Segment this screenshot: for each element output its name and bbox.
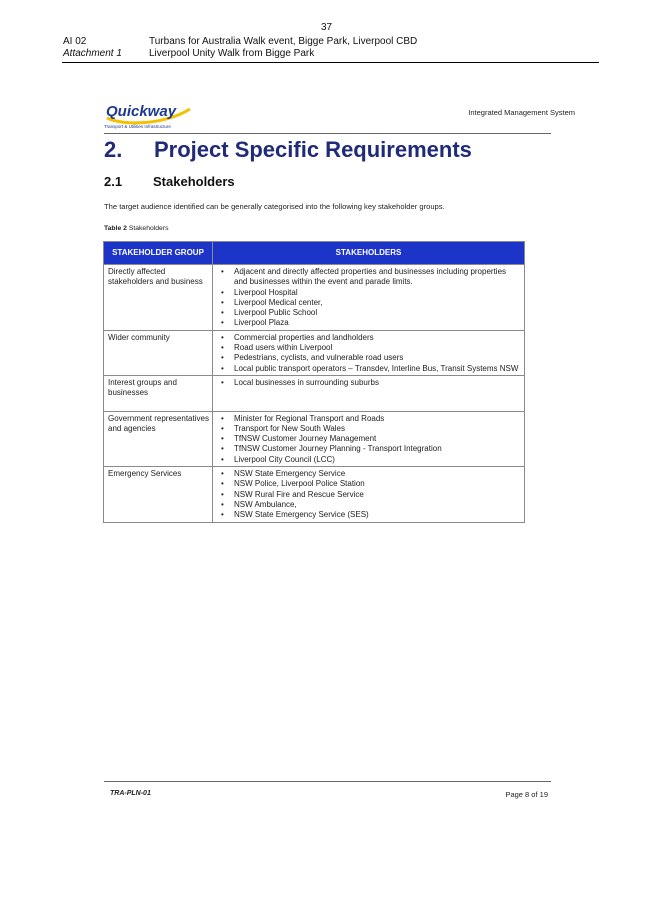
stakeholder-item: • Liverpool Hospital [234,288,521,298]
stakeholder-item: • Transport for New South Wales [234,424,521,434]
stakeholder-item: • Liverpool Medical center, [234,298,521,308]
header-stakeholders: STAKEHOLDERS [213,242,525,265]
stakeholder-item: • Local public transport operators – Transdev, Interline Bus, Transit Systems NSW [234,364,521,374]
stakeholders-cell [213,411,525,466]
table-row [104,375,525,411]
stakeholder-item: • Liverpool City Council (LCC) [234,455,521,465]
stakeholder-item: • Minister for Regional Transport and Roads [234,414,521,424]
table-caption-label: Table 2 [104,225,127,232]
attachment-title: Liverpool Unity Walk from Bigge Park [149,48,315,59]
table-row [104,411,525,466]
stakeholder-item: • Road users within Liverpool [234,343,521,353]
stakeholder-item: • NSW Police, Liverpool Police Station [234,479,521,489]
stakeholders-cell [213,467,525,522]
header-stakeholder-group: STAKEHOLDER GROUP [104,242,213,265]
table-header-row [104,242,525,265]
stakeholder-item: • TfNSW Customer Journey Management [234,434,521,444]
stakeholders-cell [213,330,525,375]
stakeholder-group-cell: Interest groups and businesses [104,375,213,411]
stakeholder-group-cell: Wider community [104,330,213,375]
page-number: 37 [320,22,333,33]
system-title: Integrated Management System [468,108,575,117]
stakeholder-item: • NSW Rural Fire and Rescue Service [234,490,521,500]
table-caption-text: Stakeholders [128,225,169,232]
section-number: 2. [104,137,123,162]
document-code: TRA-PLN-01 [110,790,151,797]
logo-wordmark: Quickway [106,103,177,120]
stakeholders-cell [213,375,525,411]
attachment-label: Attachment 1 [63,48,122,59]
subsection-number: 2.1 [104,174,123,189]
quickway-logo [104,101,214,135]
intro-paragraph: The target audience identified can be generally categorised into the following key stakeholder groups. [104,202,445,211]
table-caption [104,225,169,232]
stakeholder-group-cell: Directly affected stakeholders and business [104,265,213,331]
logo-tagline: Transport & Utilities Infrastructure [104,124,171,129]
quickway-logo-mark [104,101,214,125]
table-row [104,467,525,522]
stakeholders-table [103,241,525,523]
stakeholder-group-cell: Government representatives and agencies [104,411,213,466]
agenda-item-title: Turbans for Australia Walk event, Bigge Park, Liverpool CBD [149,36,418,47]
stakeholder-item: • Liverpool Public School [234,308,521,318]
section-heading [104,137,472,163]
table-row [104,330,525,375]
stakeholder-group-cell: Emergency Services [104,467,213,522]
section-title: Project Specific Requirements [154,137,472,162]
stakeholder-item: • Pedestrians, cyclists, and vulnerable road users [234,353,521,363]
subsection-title: Stakeholders [153,174,235,189]
stakeholder-item: • NSW Ambulance, [234,500,521,510]
page-counter: Page 8 of 19 [505,790,548,799]
stakeholder-item: • Local businesses in surrounding suburbs [234,378,521,388]
stakeholder-item: • Commercial properties and landholders [234,333,521,343]
stakeholder-item: • TfNSW Customer Journey Planning - Transport Integration [234,444,521,454]
agenda-item-label: AI 02 [63,36,87,47]
header-divider [62,62,599,63]
table-row [104,265,525,331]
document-header-divider [104,133,551,134]
stakeholders-cell [213,265,525,331]
stakeholder-item: • Adjacent and directly affected properties and businesses including properties and businesses within the event and parade limits. [234,267,521,288]
stakeholder-item: • Liverpool Plaza [234,318,521,328]
subsection-heading [104,174,235,189]
stakeholder-item: • NSW State Emergency Service (SES) [234,510,521,520]
footer-divider [104,781,551,782]
stakeholder-item: • NSW State Emergency Service [234,469,521,479]
